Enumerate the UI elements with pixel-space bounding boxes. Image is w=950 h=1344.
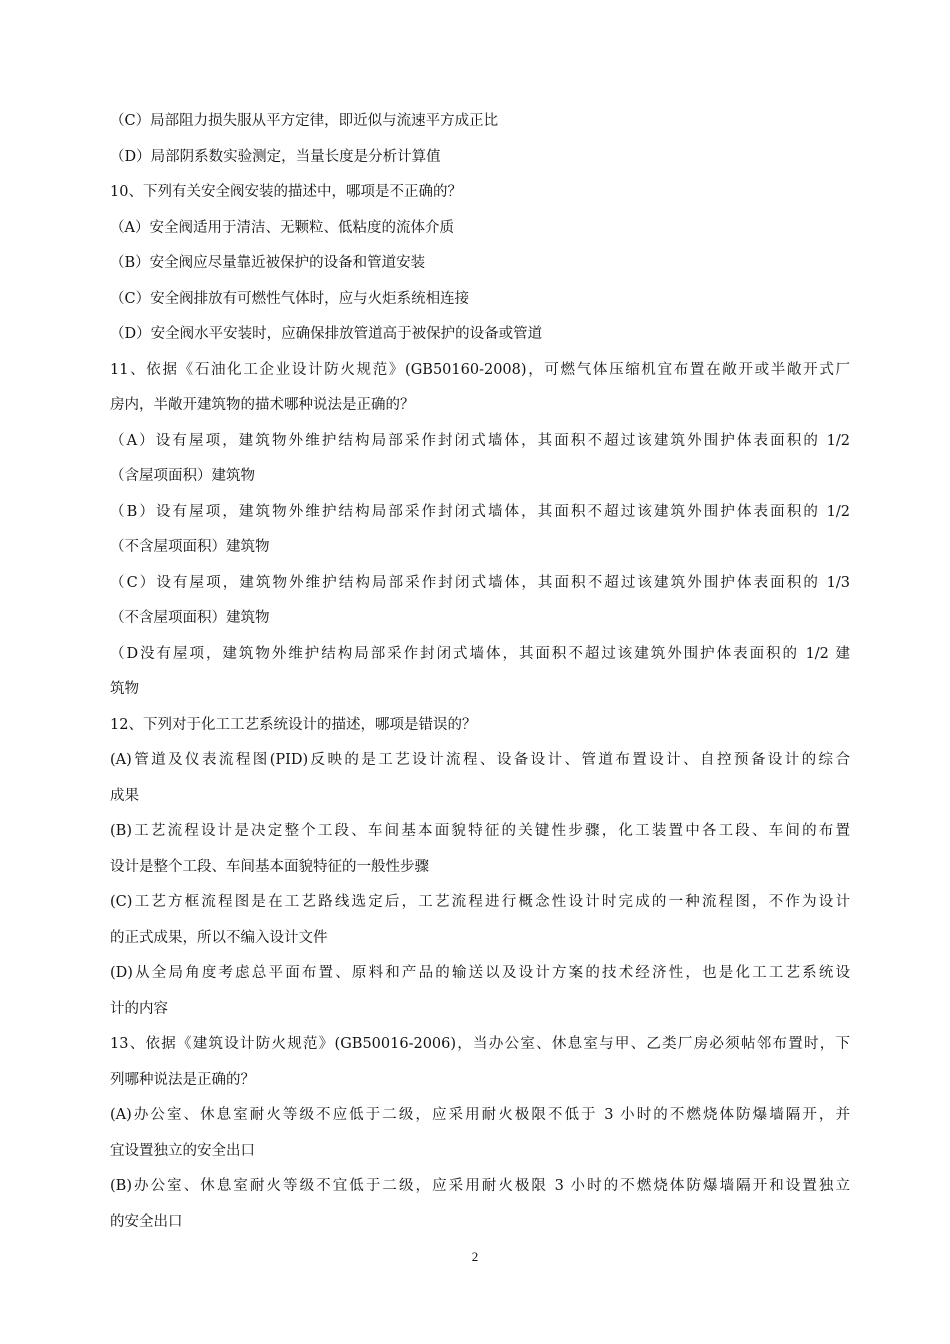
option-line: (D)从全局角度考虑总平面布置、原料和产品的输送以及设计方案的技术经济性，也是化工工艺系统设: [110, 965, 850, 981]
page-number: 2: [471, 1249, 479, 1264]
question-line: 12、下列对于化工工艺系统设计的描述，哪项是错误的？: [110, 716, 477, 733]
option-line: 宜设置独立的安全出口: [110, 1142, 255, 1159]
option-line: （D）局部阴系数实验测定，当量长度是分析计算值: [110, 148, 441, 165]
option-line: 计的内容: [110, 1000, 168, 1017]
question-line: 房内，半敞开建筑物的描术哪种说法是正确的？: [110, 397, 415, 413]
question-line: 11、依据《石油化工企业设计防火规范》(GB50160-2008)，可燃气体压缩机宜布置在敞开或半敞开式厂: [110, 361, 850, 378]
question-line: 列哪种说法是正确的？: [110, 1071, 255, 1088]
option-line: (B)办公室、休息室耐火等级不宜低于二级，应采用耐火极限 3 小时的不燃烧体防爆墙隔开和设置独立: [110, 1178, 850, 1194]
option-line: （含屋项面积）建筑物: [110, 468, 255, 484]
option-line: 筑物: [110, 681, 139, 697]
option-line: (A)办公室、休息室耐火等级不应低于二级，应采用耐火极限不低于 3 小时的不燃烧体防爆墙隔开，并: [110, 1107, 850, 1123]
option-line: （不含屋项面积）建筑物: [110, 539, 270, 555]
document-body: [110, 104, 850, 1240]
option-line: （B）设有屋项，建筑物外维护结构局部采作封闭式墙体，其面积不超过该建筑外围护体表面积的 1/2: [110, 503, 850, 520]
option-line: （C）安全阀排放有可燃性气体时，应与火炬系统相连接: [110, 290, 470, 307]
question-line: 10、下列有关安全阀安装的描述中，哪项是不正确的？: [110, 184, 462, 200]
option-line: （D）安全阀水平安装时，应确保排放管道高于被保护的设备或管道: [110, 326, 543, 342]
option-line: 的正式成果，所以不编入设计文件: [110, 929, 328, 946]
option-line: （A）设有屋项，建筑物外维护结构局部采作封闭式墙体，其面积不超过该建筑外围护体表面积的 1/2: [110, 432, 850, 449]
option-line: （D没有屋项，建筑物外维护结构局部采作封闭式墙体，其面积不超过该建筑外围护体表面积的 1/2 建: [110, 645, 850, 662]
option-line: (B)工艺流程设计是决定整个工段、车间基本面貌特征的关键性步骤，化工装置中各工段、车间的布置: [110, 823, 850, 839]
option-line: （不含屋项面积）建筑物: [110, 610, 270, 626]
option-line: （C）设有屋项，建筑物外维护结构局部采作封闭式墙体，其面积不超过该建筑外围护体表面积的 1/3: [110, 574, 850, 591]
option-line: （A）安全阀适用于清洁、无颗粒、低粘度的流体介质: [110, 219, 454, 236]
option-line: （B）安全阀应尽量靠近被保护的设备和管道安装: [110, 255, 426, 271]
option-line: (C)工艺方框流程图是在工艺路线选定后，工艺流程进行概念性设计时完成的一种流程图，不作为设计: [110, 894, 850, 910]
option-line: 设计是整个工段、车间基本面貌特征的一般性步骤: [110, 858, 429, 875]
option-line: (A)管道及仪表流程图(PID)反映的是工艺设计流程、设备设计、管道布置设计、自控预备设计的综合: [110, 752, 850, 768]
question-line: 13、依据《建筑设计防火规范》(GB50016-2006)，当办公室、休息室与甲、乙类厂房必须帖邻布置时，下: [110, 1036, 850, 1052]
option-line: （C）局部阻力损失服从平方定律，即近似与流速平方成正比: [110, 113, 499, 129]
option-line: 成果: [110, 787, 139, 804]
option-line: 的安全出口: [110, 1213, 183, 1230]
